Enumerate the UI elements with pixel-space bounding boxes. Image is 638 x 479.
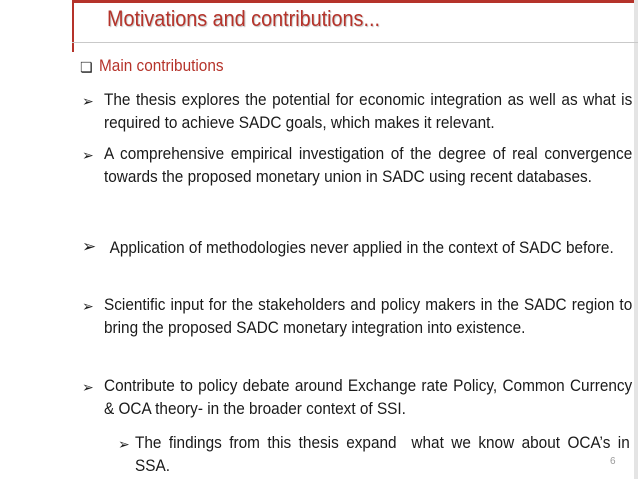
bullet-1: The thesis explores the potential for economic integration as well as what is required to achieve SADC goals, which makes it relevant.	[104, 91, 633, 132]
arrow-bullet-icon: ➢	[82, 93, 94, 109]
title-divider	[72, 42, 638, 43]
section-heading: Main contributions	[99, 57, 224, 75]
bullet-4: Scientific input for the stakeholders and policy makers in the SADC region to bring the proposed SADC monetary integration into existence.	[104, 296, 633, 337]
arrow-bullet-icon: ➢	[82, 237, 97, 256]
sub-bullet: The findings from this thesis expand what we know about OCA’s in SSA.	[135, 434, 635, 475]
slide-title: Motivations and contributions...	[107, 6, 380, 31]
bullet-5: Contribute to policy debate around Exchange rate Policy, Common Currency & OCA theory- in the broader context of SSI.	[104, 377, 633, 418]
left-accent-rule	[72, 0, 74, 52]
arrow-bullet-icon: ➢	[82, 379, 94, 395]
square-bullet-icon: ❏	[80, 59, 93, 75]
bullet-2: A comprehensive empirical investigation of the degree of real convergence towards the proposed monetary union in SADC using recent databases.	[104, 145, 633, 186]
arrow-bullet-icon: ➢	[82, 147, 94, 163]
bullet-3: Application of methodologies never applied in the context of SADC before.	[109, 239, 614, 257]
arrow-bullet-icon: ➢	[118, 436, 130, 452]
page-number: 6	[610, 456, 616, 467]
top-accent-rule	[72, 0, 638, 3]
arrow-bullet-icon: ➢	[82, 298, 94, 314]
right-edge-rule	[634, 0, 638, 479]
